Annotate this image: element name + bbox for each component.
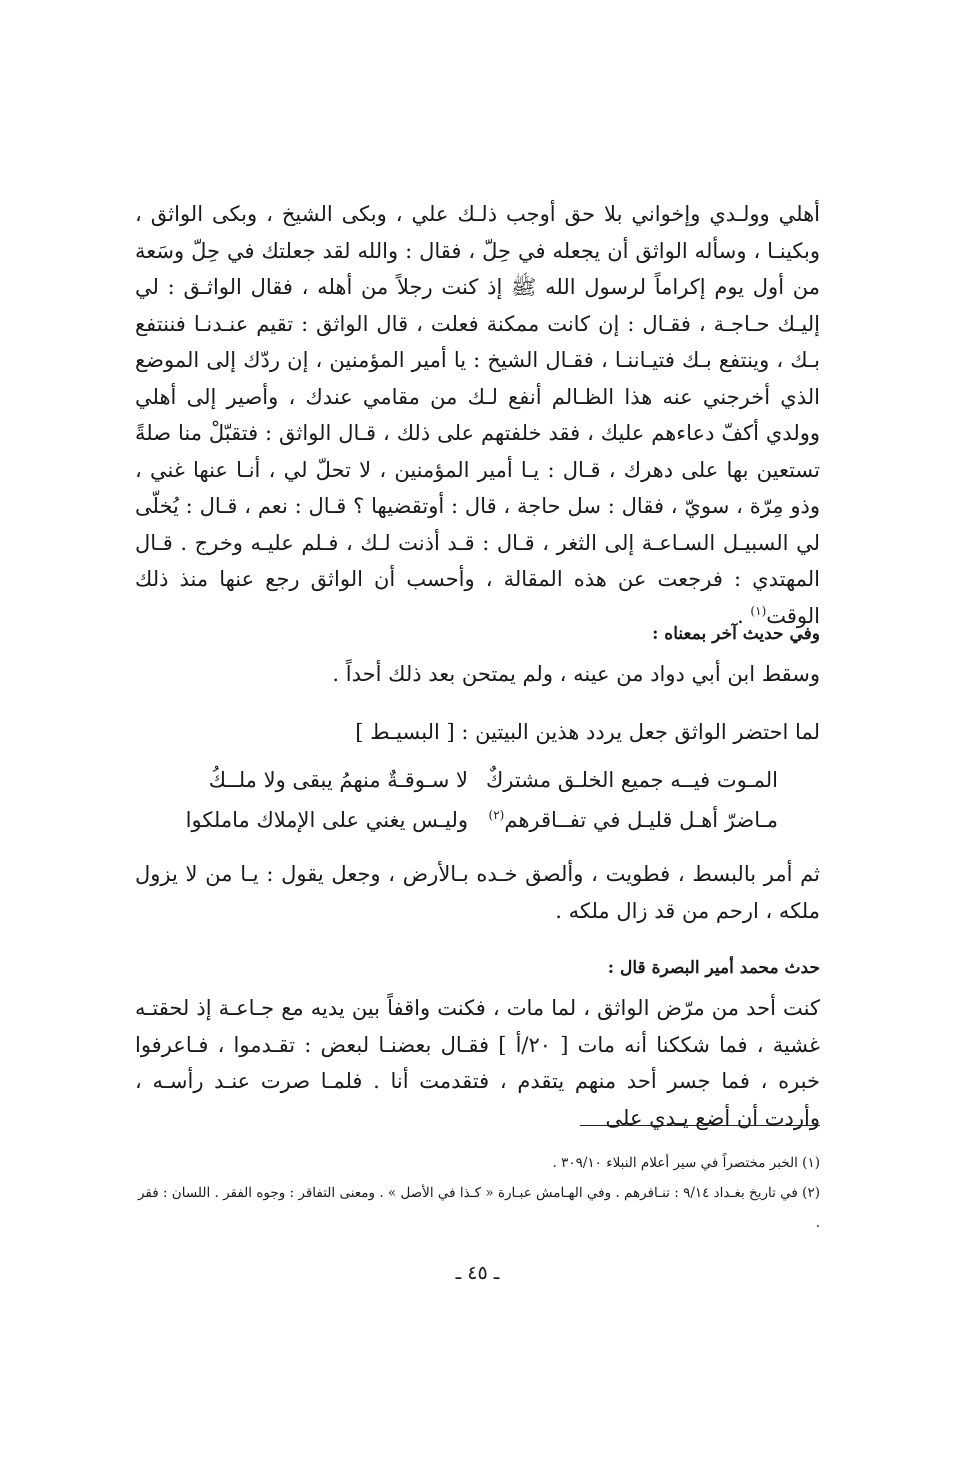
poem-verses [135, 760, 820, 840]
paragraph-after-verses: ثم أمر بالبسط ، فطويت ، وألصق خـده بـالأرض ، وجعل يقول : يـا من لا يزول ملكه ، ارحم من قد زال ملكه . [135, 862, 820, 923]
verse-second-hemistich: لا سـوقـةٌ منهمُ يبقى ولا ملــكُ [208, 768, 468, 792]
main-paragraph-end: . [737, 603, 751, 628]
section-heading-another-hadith: وفي حديث آخر بمعناه : [652, 624, 820, 644]
paragraph-final: كنت أحد من مرّض الواثق ، لما مات ، فكنت واقفاً بين يديه مع جـاعـة إذ لحقتـه غشية ، فما شككنا أنه مات [ ٢٠/أ ] فقـال بعضنـا لبعض : تقـدموا ، فـاعرفوا خبره ، فما جسر أحد منهم يتقدم ، فتقدمت أنا . فلمـا صرت عنـد رأسـه ، وأردت أن أضع يـدي على [135, 996, 820, 1130]
verse-line [135, 760, 820, 800]
paragraph-verse-intro: لما احتضر الواثق جعل يردد هذين البيتين : [ البسيـط ] [355, 720, 820, 744]
footnote-divider [580, 1125, 820, 1126]
footnote-2: (٢) في تاريخ بغـداد ٩/١٤ : تنـافرهم . وفي الهـامش عبـارة « كـذا في الأصل » . ومعنى التفاقر : وجوه الفقر . اللسان : فقر . [137, 1185, 820, 1231]
verse-first-hemistich: المـوت فيــه جميع الخلـق مشتركٌ [485, 768, 778, 792]
verse-first-hemistich-text: مـاضرّ أهـل قليـل في تفــاقرهم [504, 808, 778, 832]
footnote-ref-1: (١) [750, 603, 767, 618]
paragraph-ibn-abi-duad: وسقط ابن أبي دواد من عينه ، ولم يمتحن بعد ذلك أحداً . [332, 662, 820, 686]
footnote-1: (١) الخبر مختصراً في سير أعلام النبلاء ٣٠٩/١٠ . [552, 1155, 820, 1171]
verse-first-hemistich [488, 800, 778, 840]
verse-line [135, 800, 820, 840]
main-paragraph [135, 196, 820, 634]
section-heading-basra-emir: حدث محمد أمير البصرة قال : [607, 958, 820, 978]
footnote-ref-2: (٢) [488, 808, 505, 822]
footnotes [135, 1148, 820, 1238]
page-number: ـ ٤٥ ـ [455, 1262, 500, 1284]
main-paragraph-text: أهلي وولـدي وإخواني بلا حق أوجب ذلـك علي ، وبكى الشيخ ، وبكى الواثق ، وبكينـا ، وسأله الواثق أن يجعله في حِلّ ، فقال : والله لقد جعلتك في حِلّ وسَعة من أول يوم إكراماً لرسول الله ﷺ إذ كنت رجلاً من أهله ، فقال الواثـق : لي إليـك حـاجـة ، فقـال : إن كانت ممكنة فعلت ، قال الواثق : تقيم عنـدنـا فننتفع بـك ، وينتفع بـك فتيـاننـا ، فقـال الشيخ : يا أمير المؤمنين ، إن ردّك إلى الموضع الذي أخرجني عنه هذا الظـالم أنفع لـك من مقامي عندك ، وأصير إلى أهلي وولدي أكفّ دعاءهم عليك ، فقد خلفتهم على ذلك ، قـال الواثق : فتقبّلْ منا صلةً تستعين بها على دهرك ، قـال : يـا أمير المؤمنين ، لا تحلّ لي ، أنـا عنها غني ، وذو مِرّة ، سويّ ، فقال : سل حاجة ، قال : أوتقضيها ؟ قـال : نعم ، قـال : يُخلّى لي السبيـل السـاعـة إلى الثغر ، قـال : قـد أذنت لـك ، فـلم عليـه وخرج . قـال المهتدي : فرجعت عن هذه المقالة ، وأحسب أن الواثق رجع عنها منذ ذلك الوقت [135, 202, 820, 628]
verse-second-hemistich: وليـس يغني على الإملاك ماملكوا [185, 808, 468, 832]
